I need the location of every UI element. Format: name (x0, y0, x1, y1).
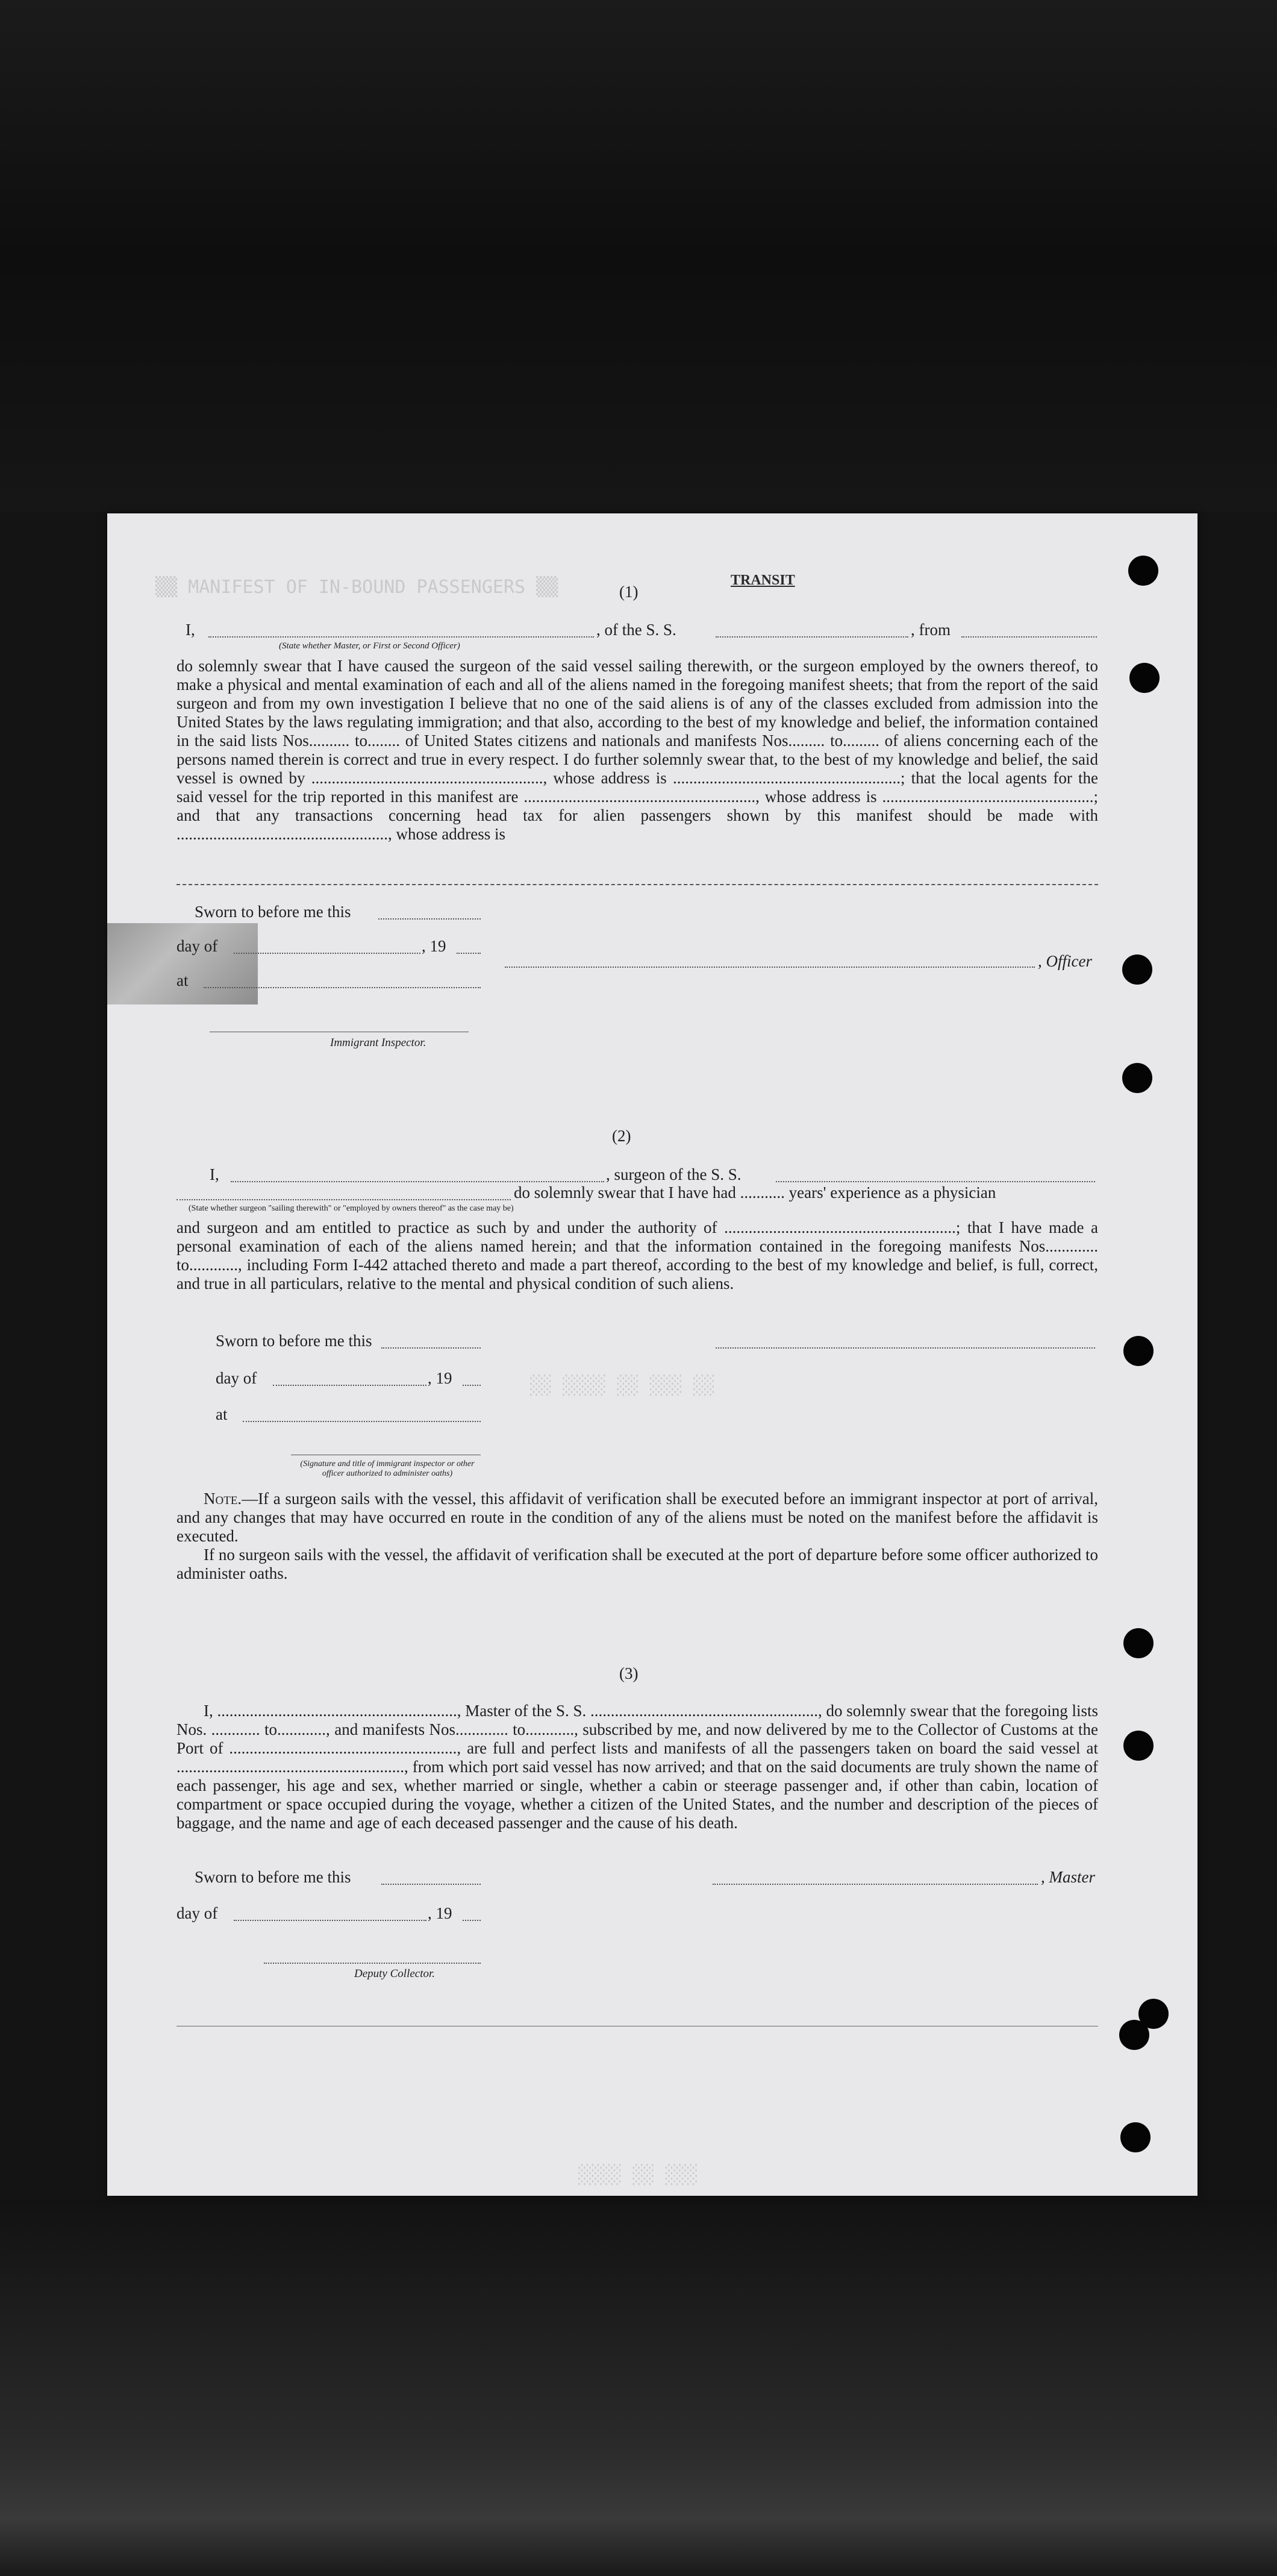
sec3-oath-body: I, ..........................................................., Master of the S. S. ........................................................, do solemnly swear that the foregoing lists Nos. ............ to............, and manifests Nos............. to............, subscribed by me, and now delivered by me to the Collector of Customs at the Port of ........................................................, are full and perfect lists and manifests of all the passengers taken on board the said vessel at ........................................................, from which port said vessel has now arrived; and that on the said documents are truly shown the name of each passenger, his age and sex, whether married or single, whether a cabin or steerage passenger and, if other than cabin, location of compartment or space occupied during the voyage, whether a citizen of the United States, and the number and description of the pieces of baggage, and the name and age of each deceased passenger and the cause of his death. (176, 1702, 1098, 1832)
sec2-state-caption: (State whether surgeon "sailing therewith" or "employed by owners thereof" as the case may be) (189, 1204, 514, 1213)
section-1-number: (1) (619, 583, 638, 601)
section-3-number: (3) (619, 1664, 638, 1682)
sec1-name-blank (208, 636, 594, 638)
sec1-ship-blank (716, 636, 908, 638)
sec1-inspector-label: Immigrant Inspector. (330, 1036, 426, 1049)
sec1-officer-label: , Officer (1038, 952, 1092, 970)
section-2-number: (2) (612, 1127, 631, 1145)
sec2-ship-blank (776, 1181, 1095, 1182)
sec1-sworn-label: Sworn to before me this (195, 903, 351, 921)
sec2-at-label: at (216, 1405, 228, 1423)
binder-hole (1122, 954, 1152, 985)
binder-hole (1123, 1731, 1154, 1761)
sec3-sworn-label: Sworn to before me this (195, 1868, 351, 1886)
bleed-through-footer: ░░░ ░░ ░░░░ (577, 2164, 697, 2186)
note-label: Note. (204, 1490, 242, 1508)
scan-background-top (0, 0, 1277, 512)
sec2-year-blank (463, 1385, 481, 1386)
sec2-sworn-label: Sworn to before me this (216, 1332, 372, 1350)
sec3-collector-label: Deputy Collector. (354, 1967, 436, 1980)
sec1-sworn-blank (378, 918, 481, 920)
scan-background-bottom (0, 2199, 1277, 2576)
binder-hole (1122, 1063, 1152, 1093)
sec1-day-blank (234, 953, 420, 954)
sec2-name-blank (231, 1181, 604, 1182)
binder-hole (1123, 1628, 1154, 1658)
sec2-line2: do solemnly swear that I have had ........... years' experience as a physician (514, 1183, 996, 1202)
sec1-line1-ss: , of the S. S. (596, 621, 676, 639)
sec2-oath-body: and surgeon and am entitled to practice as such by and under the authority of .........................................................; that I have made a personal examination of each of the aliens named herein; and that the information contained in the foregoing manifests Nos............. to............, including Form I-442 attached thereto and made a part thereof, according to the best of my knowledge and belief, is full, correct, and true in all particulars, relative to the mental and physical condition of such aliens. (176, 1218, 1098, 1293)
sec1-address-line (176, 884, 1098, 885)
sec3-master-signature-line (713, 1884, 1038, 1885)
sec2-signature-caption: (Signature and title of immigrant inspector or other officer authorized to administer oaths) (300, 1459, 475, 1478)
sec1-officer-signature-line (505, 967, 1035, 968)
sec2-note-2: If no surgeon sails with the vessel, the affidavit of verification shall be executed at the port of departure before some officer authorized to administer oaths. (176, 1546, 1098, 1582)
sec1-line1-from: , from (911, 621, 951, 639)
sec2-year-label: , 19 (428, 1369, 452, 1387)
note-1-text: —If a surgeon sails with the vessel, this affidavit of verification shall be executed before an immigrant inspector at port of arrival, and any changes that may have occurred en route in the condition of any of the aliens must be noted on the manifest before the affidavit is executed. (176, 1490, 1098, 1545)
sec1-year-label: , 19 (422, 937, 446, 955)
sec3-year-blank (463, 1920, 481, 1921)
sec1-at-label: at (176, 971, 189, 989)
sec1-line1-prefix: I, (186, 621, 195, 639)
sec3-year-label: , 19 (428, 1904, 452, 1922)
sec1-at-blank (204, 987, 481, 988)
stamp-remnant (107, 923, 258, 1004)
binder-hole (1123, 1336, 1154, 1366)
binder-hole (1119, 2020, 1149, 2050)
sec2-day-label: day of (216, 1369, 257, 1387)
sec1-port-blank (961, 636, 1097, 638)
sec2-day-blank (273, 1385, 426, 1386)
bleed-through-lines: ░░ ░░░ ░░ ░░░░ ░░ (529, 1375, 714, 1396)
sec3-master-label: , Master (1041, 1868, 1095, 1886)
sec2-note-1 (176, 1490, 1098, 1546)
sec3-collector-line (264, 1963, 481, 1964)
binder-hole (1129, 663, 1160, 693)
binder-hole (1128, 556, 1158, 586)
sec2-surgeon-signature-line (716, 1347, 1095, 1349)
sec2-surgeon-type-blank (176, 1199, 511, 1200)
transit-stamp: TRANSIT (731, 572, 795, 588)
sec2-at-blank (243, 1421, 481, 1422)
sec3-day-label: day of (176, 1904, 218, 1922)
sec3-sworn-blank (381, 1884, 481, 1885)
sec1-day-label: day of (176, 937, 218, 955)
sec2-line1-prefix: I, (210, 1165, 219, 1183)
binder-hole (1120, 2122, 1151, 2152)
sec1-state-caption: (State whether Master, or First or Second Officer) (279, 641, 460, 651)
sec1-oath-body: do solemnly swear that I have caused the surgeon of the said vessel sailing therewith, or the surgeon employed by the owners thereof, to make a physical and mental examination of each and all of the aliens named in the foregoing manifest sheets; that from the report of the said surgeon and from my own investigation I believe that no one of the said aliens is of any of the classes excluded from admission into the United States by the laws regulating immigration; and that also, according to the best of my knowledge and belief, the information contained in the said lists Nos.......... to........ of United States citizens and nationals and manifests Nos......... to......... of aliens concerning each of the persons named therein is correct and true in every respect. I do further solemnly swear that, to the best of my knowledge and belief, the said vessel is owned by ........................................................., whose address is ........................................................; that the local agents for the said vessel for the trip reported in this manifest are ........................................................., whose address is ....................................................; and that any transactions concerning head tax for alien passengers shown by this manifest should be made with ...................................................., whose address is (176, 657, 1098, 843)
sec3-day-blank (234, 1920, 426, 1921)
sec2-sworn-blank (381, 1347, 481, 1349)
manifest-sheet (107, 513, 1197, 2196)
sec1-year-blank (457, 953, 481, 954)
bleed-through-header: ▒▒ MANIFEST OF IN-BOUND PASSENGERS ▒▒ (155, 577, 558, 598)
sec2-line1-surgeon: , surgeon of the S. S. (606, 1165, 742, 1183)
